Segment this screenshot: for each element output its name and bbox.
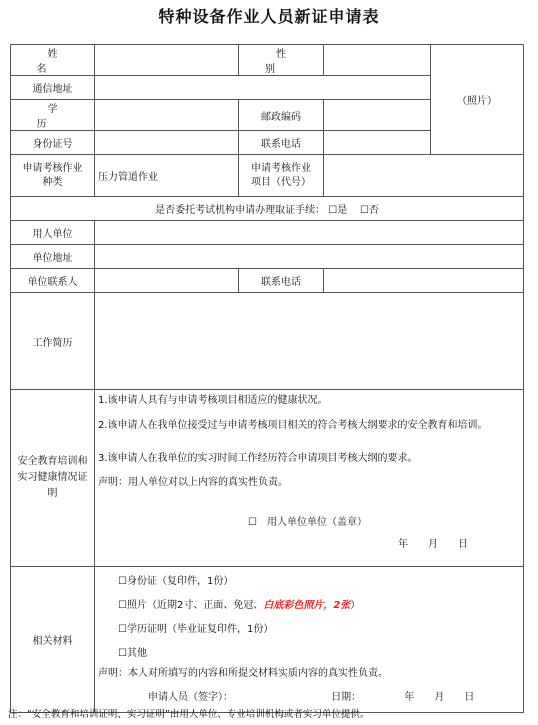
work-history-field[interactable] bbox=[95, 293, 524, 390]
applicant-date-label[interactable]: 日期： bbox=[331, 692, 362, 703]
materials-list bbox=[95, 567, 524, 713]
id-field[interactable] bbox=[95, 131, 239, 155]
applicant-date-parts[interactable]: 年 月 日 bbox=[404, 692, 475, 703]
id-label: 身份证号 bbox=[11, 131, 95, 155]
employer-address-label: 单位地址 bbox=[11, 245, 95, 269]
consent-text: 是否委托考试机构申请办理取证手续： bbox=[155, 205, 326, 216]
employer-contact-field[interactable] bbox=[95, 269, 239, 293]
address-field[interactable] bbox=[95, 76, 431, 100]
training-label: 安全教育培训和实习健康情况证明 bbox=[11, 390, 95, 567]
page-title: 特种设备作业人员新证申请表 bbox=[158, 7, 380, 26]
consent-row bbox=[11, 197, 524, 221]
employer-field[interactable] bbox=[95, 221, 524, 245]
education-field[interactable] bbox=[95, 100, 239, 131]
employer-contact-label: 单位联系人 bbox=[11, 269, 95, 293]
item-field[interactable] bbox=[324, 155, 524, 197]
training-line-3: 3.该申请人在我单位的实习时间工作经历符合申请项目考核大纲的要求。 bbox=[98, 453, 418, 464]
materials-signature-line bbox=[98, 692, 520, 704]
application-form bbox=[10, 44, 523, 713]
materials-id-checkbox[interactable]: ☐身份证（复印件，1份） bbox=[118, 576, 234, 587]
training-statement bbox=[95, 390, 524, 567]
employer-label: 用人单位 bbox=[11, 221, 95, 245]
training-line-2: 2.该申请人在我单位接受过与申请考核项目相关的符合考核大纲要求的安全教育和培训。 bbox=[98, 420, 488, 431]
training-date[interactable]: 年 月 日 bbox=[398, 539, 468, 550]
materials-photo-checkbox[interactable] bbox=[98, 600, 520, 612]
training-line-1: 1.该申请人具有与申请考核项目相适应的健康状况。 bbox=[98, 395, 328, 406]
materials-other-checkbox[interactable]: ☐其他 bbox=[118, 648, 147, 659]
item-label: 申请考核作业项目（代号） bbox=[239, 155, 324, 197]
training-employer-statement: 声明：用人单位对以上内容的真实性负责。 bbox=[98, 477, 288, 488]
materials-photo-close: ） bbox=[350, 600, 361, 611]
postcode-label: 邮政编码 bbox=[239, 100, 324, 131]
name-label: 姓 名 bbox=[11, 45, 95, 76]
postcode-field[interactable] bbox=[324, 100, 431, 131]
photo-box[interactable] bbox=[431, 45, 524, 155]
work-history-label: 工作简历 bbox=[11, 293, 95, 390]
phone-label: 联系电话 bbox=[239, 131, 324, 155]
consent-no-checkbox[interactable]: ☐否 bbox=[359, 205, 379, 216]
form-table bbox=[10, 44, 524, 713]
consent-yes-checkbox[interactable]: ☐是 bbox=[328, 205, 348, 216]
training-seal[interactable]: ☐ 用人单位单位（盖章） bbox=[248, 517, 367, 528]
employer-phone-label: 联系电话 bbox=[239, 269, 324, 293]
employer-address-field[interactable] bbox=[95, 245, 524, 269]
category-value[interactable]: 压力管道作业 bbox=[95, 155, 239, 197]
materials-label: 相关材料 bbox=[11, 567, 95, 713]
photo-label: （照片） bbox=[457, 96, 497, 107]
education-label: 学 历 bbox=[11, 100, 95, 131]
gender-label: 性 别 bbox=[239, 45, 324, 76]
phone-field[interactable] bbox=[324, 131, 431, 155]
footer-note: 注：“安全教育和培训证明、实习证明”由用人单位、专业培训机构或者实习单位提供。 bbox=[8, 709, 370, 720]
name-field[interactable] bbox=[95, 45, 239, 76]
materials-diploma-checkbox[interactable]: ☐学历证明（毕业证复印件，1份） bbox=[118, 624, 274, 635]
applicant-signature-label[interactable]: 申请人员（签字）： bbox=[148, 692, 233, 703]
materials-photo-highlight: 白底彩色照片，2张 bbox=[263, 600, 351, 611]
employer-phone-field[interactable] bbox=[324, 269, 524, 293]
materials-photo-text: ☐照片（近期2寸、正面、免冠、 bbox=[118, 600, 264, 611]
address-label: 通信地址 bbox=[11, 76, 95, 100]
category-label: 申请考核作业种类 bbox=[11, 155, 95, 197]
materials-applicant-statement: 声明：本人对所填写的内容和所提交材料实质内容的真实性负责。 bbox=[98, 668, 388, 679]
